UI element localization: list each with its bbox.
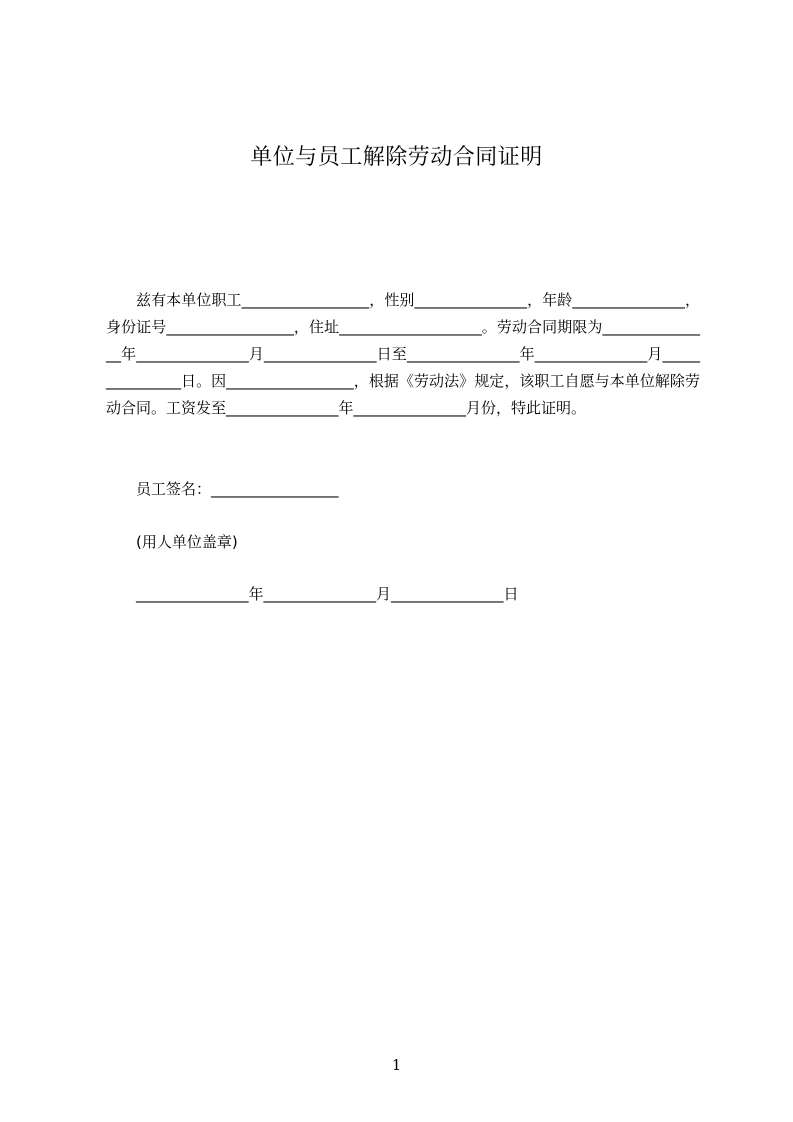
certificate-body: 兹有本单位职工_________________，性别_______________，年龄_______________，身份证号_________________，住址___________________。劳动合同期限为_______________年_______________月_______________日至_______________年_______________月_______________日。因_________________，根据《劳动法》规定，该职工自愿与本单位解除劳动合同。工资发至_______________年_______________月份，特此证明。: [106, 291, 700, 417]
employer-stamp-label: (用人单位盖章): [136, 533, 238, 551]
page-number: 1: [391, 1056, 402, 1074]
employee-signature-line: 员工签名：_________________: [136, 480, 339, 498]
document-title: 单位与员工解除劳动合同证明: [250, 145, 543, 170]
date-line: _______________年_______________月_______________日: [136, 585, 519, 603]
